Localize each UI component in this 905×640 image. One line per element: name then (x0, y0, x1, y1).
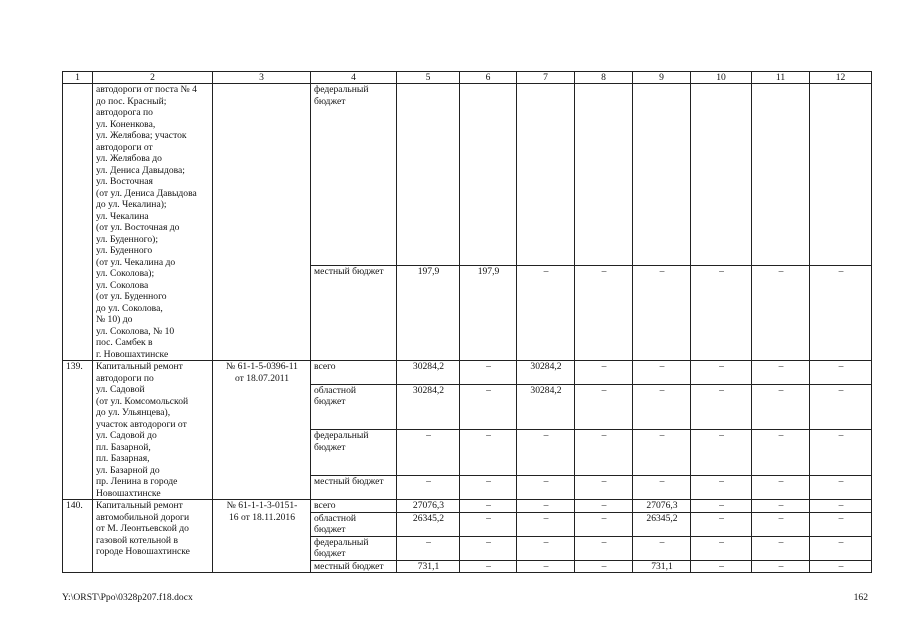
funding-source-cell: федеральный бюджет (311, 430, 397, 476)
amount-cell: – (575, 430, 633, 476)
table-row (63, 361, 872, 385)
amount-cell: – (397, 536, 460, 560)
table-row (63, 84, 872, 266)
amount-cell: – (691, 476, 752, 500)
amount-cell (810, 84, 872, 266)
column-number-row (63, 72, 872, 84)
amount-cell: – (810, 266, 872, 361)
amount-cell: – (633, 476, 691, 500)
page-number: 162 (853, 592, 868, 603)
amount-cell: – (752, 476, 810, 500)
amount-cell: – (752, 266, 810, 361)
amount-cell: – (517, 476, 575, 500)
amount-cell: 731,1 (397, 560, 460, 573)
column-number-cell: 10 (691, 72, 752, 84)
amount-cell: – (460, 430, 517, 476)
amount-cell: 30284,2 (397, 361, 460, 385)
amount-cell: – (575, 500, 633, 513)
amount-cell: – (810, 384, 872, 430)
amount-cell: – (575, 266, 633, 361)
amount-cell: – (517, 266, 575, 361)
amount-cell: – (517, 560, 575, 573)
amount-cell: – (810, 361, 872, 385)
amount-cell: – (752, 512, 810, 536)
row-number-cell: 140. (63, 500, 93, 573)
amount-cell: – (752, 430, 810, 476)
table-row (63, 500, 872, 513)
row-number-cell (63, 84, 93, 361)
object-name-cell: автодороги от поста № 4 до пос. Красный; автодорога по ул. Коненкова, ул. Желябова; участок автодороги от ул. Желябова до ул. Дениса Давыдова; ул. Восточная (от ул. Дениса Давыдова до ул. Чекалина); ул. Чекалина (от ул. Восточная до ул. Буденного); ул. Буденного (от ул. Чекалина до ул. Соколова); ул. Соколова (от ул. Буденного до ул. Соколова, № 10) до ул. Соколова, № 10 пос. Самбек в г. Новошахтинске (93, 84, 213, 361)
amount-cell: – (810, 512, 872, 536)
amount-cell: – (633, 536, 691, 560)
amount-cell: – (752, 560, 810, 573)
amount-cell: – (517, 512, 575, 536)
amount-cell: – (575, 560, 633, 573)
amount-cell: – (460, 361, 517, 385)
amount-cell: – (633, 430, 691, 476)
amount-cell (460, 84, 517, 266)
amount-cell: 197,9 (397, 266, 460, 361)
funding-source-cell: всего (311, 500, 397, 513)
amount-cell: – (810, 430, 872, 476)
funding-source-cell: областной бюджет (311, 384, 397, 430)
amount-cell: – (691, 361, 752, 385)
amount-cell: – (460, 500, 517, 513)
amount-cell: – (691, 512, 752, 536)
amount-cell: – (575, 384, 633, 430)
amount-cell: – (633, 361, 691, 385)
amount-cell: 26345,2 (633, 512, 691, 536)
document-ref-cell: № 61-1-5-0396-11 от 18.07.2011 (213, 361, 311, 500)
column-number-cell: 1 (63, 72, 93, 84)
amount-cell: – (752, 384, 810, 430)
funding-source-cell: федеральный бюджет (311, 84, 397, 266)
amount-cell: – (517, 536, 575, 560)
amount-cell: – (691, 500, 752, 513)
amount-cell: – (575, 361, 633, 385)
amount-cell: – (575, 476, 633, 500)
amount-cell: – (460, 536, 517, 560)
amount-cell (633, 84, 691, 266)
funding-source-cell: областной бюджет (311, 512, 397, 536)
amount-cell: – (575, 512, 633, 536)
amount-cell: – (810, 560, 872, 573)
amount-cell: 30284,2 (397, 384, 460, 430)
amount-cell: – (691, 384, 752, 430)
document-ref-cell: № 61-1-1-3-0151- 16 от 18.11.2016 (213, 500, 311, 573)
amount-cell: – (691, 560, 752, 573)
amount-cell: 731,1 (633, 560, 691, 573)
column-number-cell: 5 (397, 72, 460, 84)
amount-cell: – (691, 266, 752, 361)
funding-source-cell: местный бюджет (311, 476, 397, 500)
footer-file-path: Y:\ORST\Ppo\0328p207.f18.docx (62, 592, 193, 603)
amount-cell: 197,9 (460, 266, 517, 361)
funding-source-cell: местный бюджет (311, 266, 397, 361)
amount-cell: – (517, 430, 575, 476)
column-number-cell: 8 (575, 72, 633, 84)
amount-cell: – (460, 560, 517, 573)
amount-cell: – (397, 430, 460, 476)
object-name-cell: Капитальный ремонт автомобильной дороги от М. Леонтьевской до газовой котельной в городе Новошахтинске (93, 500, 213, 573)
amount-cell: 27076,3 (397, 500, 460, 513)
amount-cell: – (633, 266, 691, 361)
amount-cell: – (460, 512, 517, 536)
document-ref-cell (213, 84, 311, 361)
amount-cell: – (810, 476, 872, 500)
column-number-cell: 4 (311, 72, 397, 84)
amount-cell (691, 84, 752, 266)
column-number-cell: 2 (93, 72, 213, 84)
amount-cell (752, 84, 810, 266)
funding-source-cell: федеральный бюджет (311, 536, 397, 560)
amount-cell (397, 84, 460, 266)
column-number-cell: 12 (810, 72, 872, 84)
amount-cell: – (752, 500, 810, 513)
column-number-cell: 9 (633, 72, 691, 84)
column-number-cell: 11 (752, 72, 810, 84)
budget-table (62, 71, 872, 573)
amount-cell: 26345,2 (397, 512, 460, 536)
row-number-cell: 139. (63, 361, 93, 500)
amount-cell: – (810, 500, 872, 513)
amount-cell: – (517, 500, 575, 513)
amount-cell: – (752, 361, 810, 385)
funding-source-cell: местный бюджет (311, 560, 397, 573)
amount-cell: – (460, 476, 517, 500)
funding-source-cell: всего (311, 361, 397, 385)
amount-cell: – (691, 536, 752, 560)
amount-cell: – (460, 384, 517, 430)
amount-cell (517, 84, 575, 266)
amount-cell: 30284,2 (517, 384, 575, 430)
amount-cell: – (810, 536, 872, 560)
amount-cell: – (575, 536, 633, 560)
column-number-cell: 3 (213, 72, 311, 84)
column-number-cell: 6 (460, 72, 517, 84)
amount-cell: – (752, 536, 810, 560)
amount-cell: – (691, 430, 752, 476)
object-name-cell: Капитальный ремонт автодороги по ул. Садовой (от ул. Комсомольской до ул. Ульянцева), участок автодороги от ул. Садовой до пл. Базарной, пл. Базарная, ул. Базарной до пр. Ленина в городе Новошахтинске (93, 361, 213, 500)
amount-cell: – (633, 384, 691, 430)
amount-cell: 27076,3 (633, 500, 691, 513)
amount-cell (575, 84, 633, 266)
amount-cell: – (397, 476, 460, 500)
column-number-cell: 7 (517, 72, 575, 84)
amount-cell: 30284,2 (517, 361, 575, 385)
